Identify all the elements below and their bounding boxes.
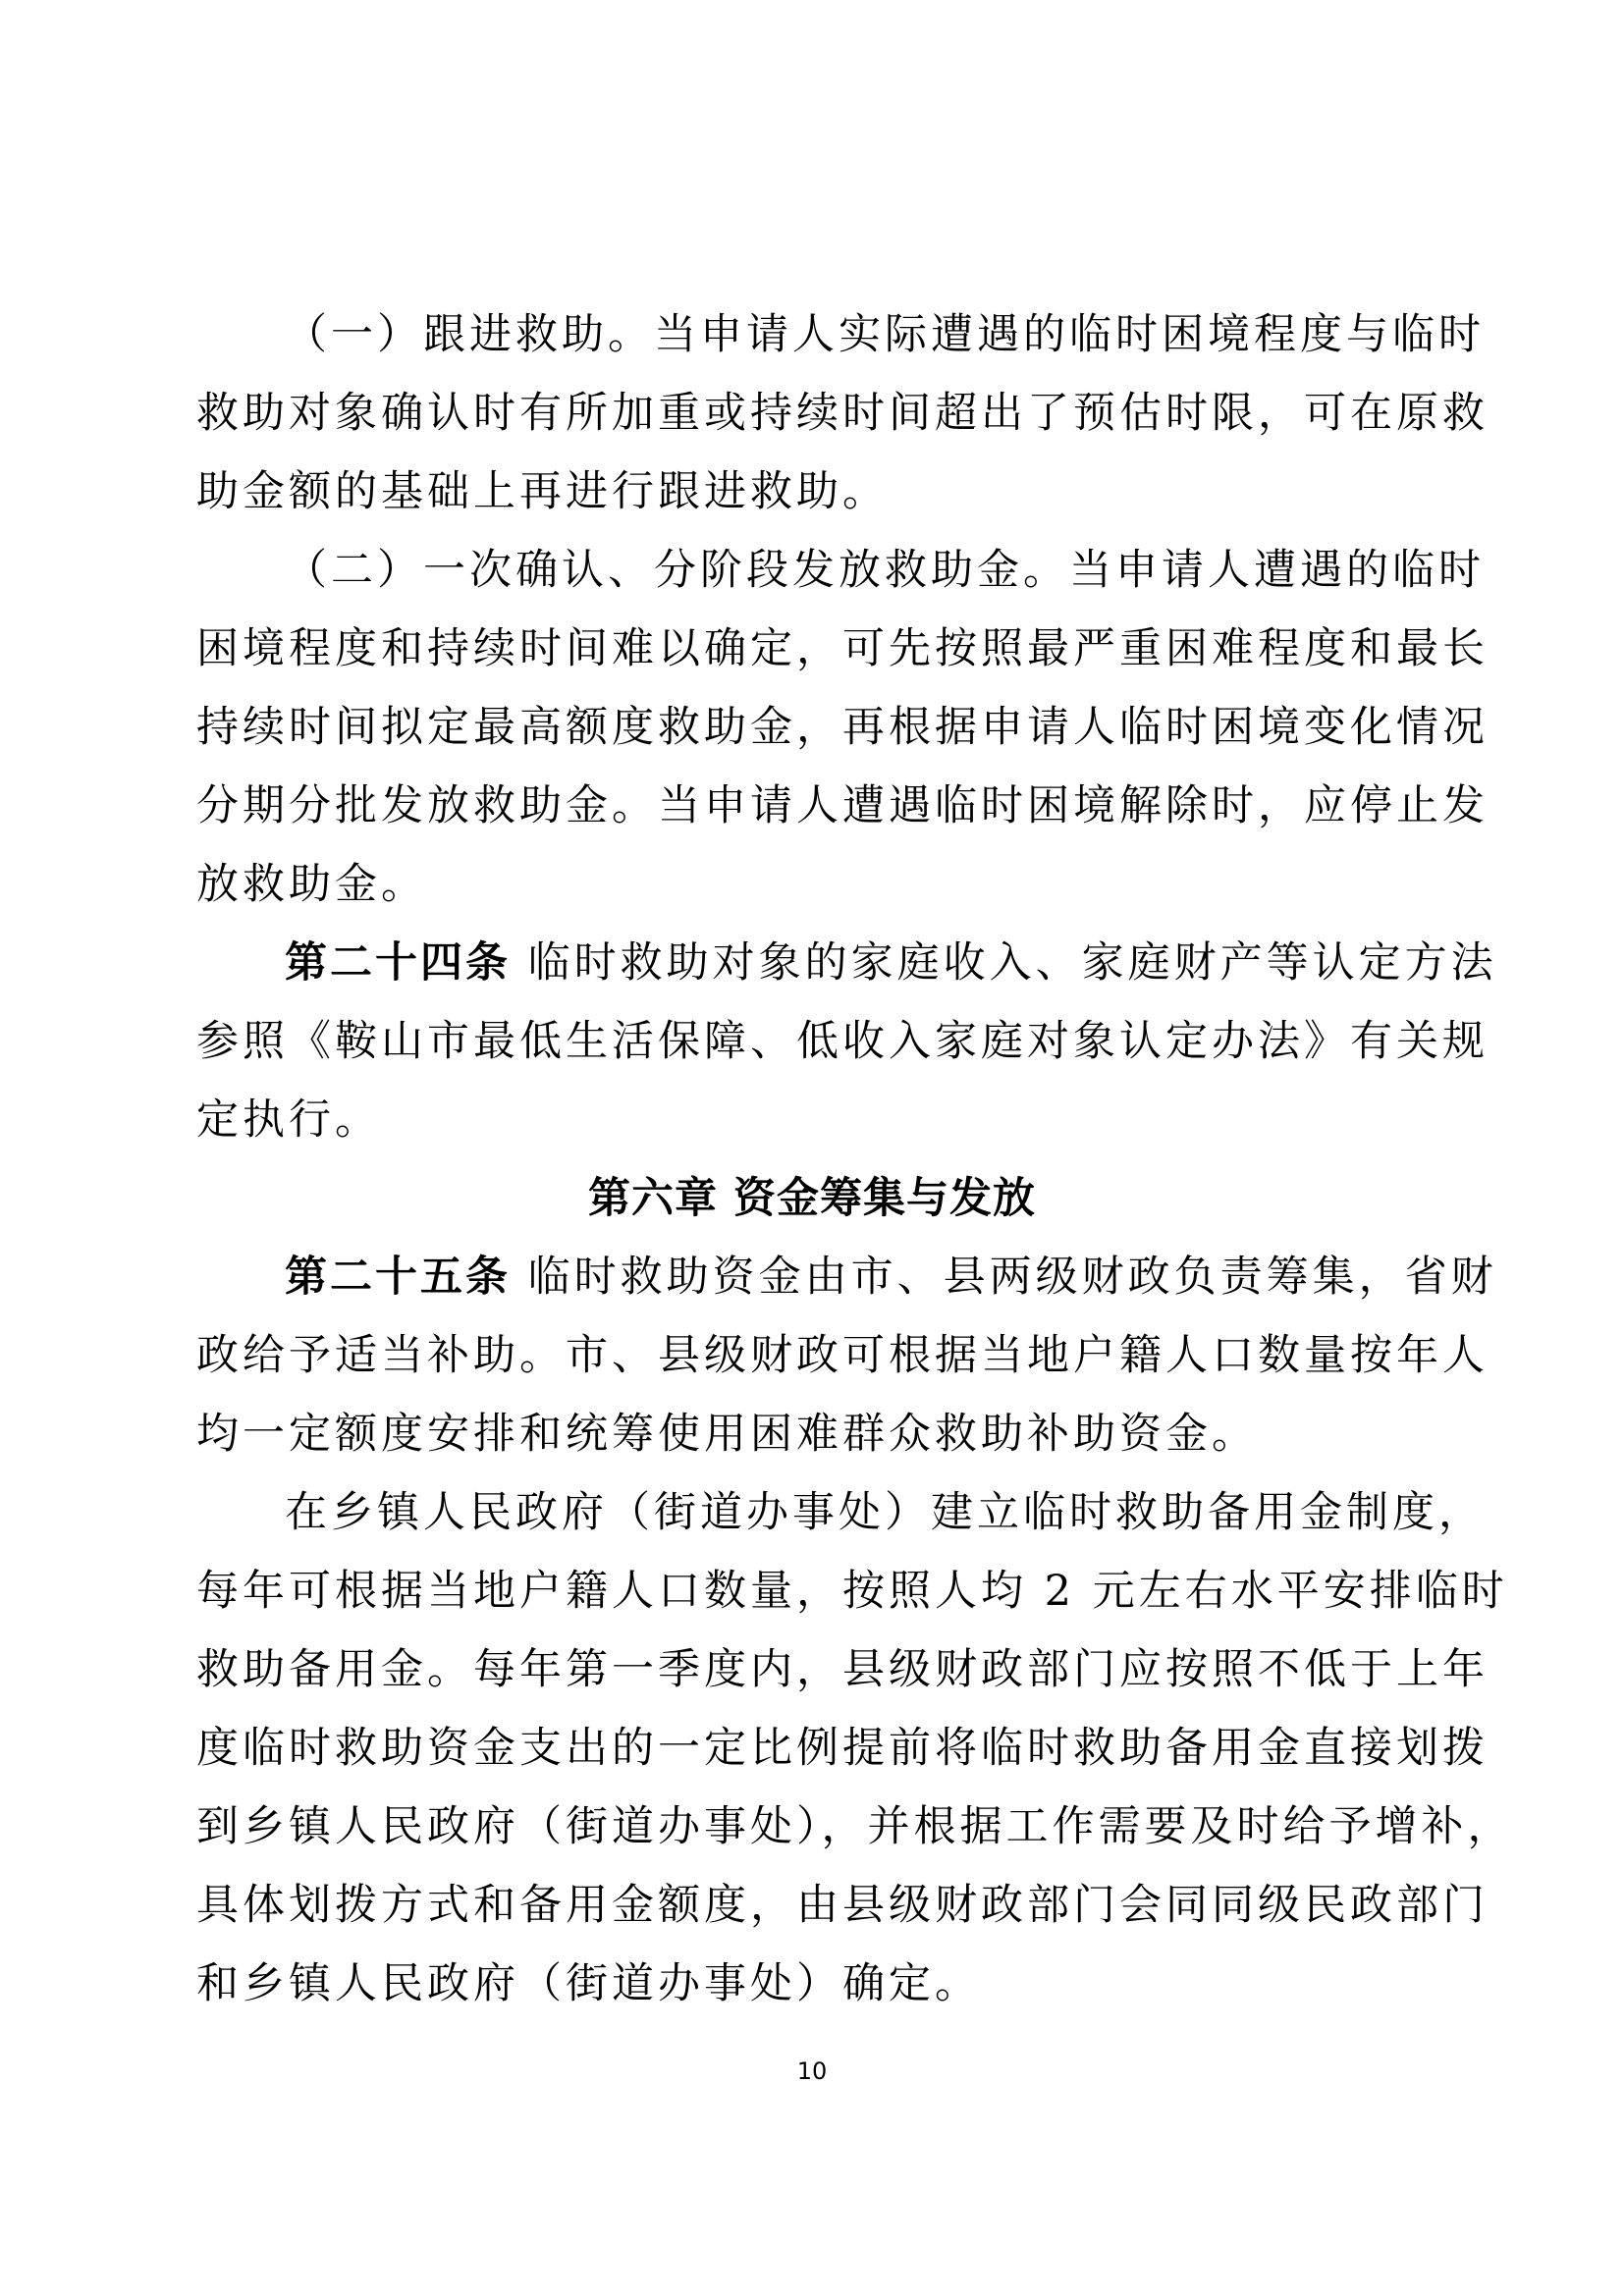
paragraph-line: 参照《鞍山市最低生活保障、低收入家庭对象认定办法》有关规 <box>196 1017 1489 1066</box>
paragraph-line: 助金额的基础上再进行跟进救助。 <box>196 467 889 516</box>
paragraph-line: （二）一次确认、分阶段发放救助金。当申请人遭遇的临时 <box>285 546 1485 595</box>
chapter-title: 第六章 资金筹集与发放 <box>588 1174 1036 1223</box>
article-25-text: 临时救助资金由市、县两级财政负责筹集，省财 <box>527 1253 1497 1302</box>
paragraph-line: 放救助金。 <box>196 860 427 909</box>
page-number: 10 <box>796 2057 828 2085</box>
article-25-first-line <box>285 1238 1512 1316</box>
paragraph-line: 每年可根据当地户籍人口数量，按照人均 2 元左右水平安排临时 <box>196 1567 1508 1616</box>
paragraph-line: 定执行。 <box>196 1095 381 1145</box>
article-24-heading: 第二十四条 <box>285 938 511 988</box>
paragraph-line: 到乡镇人民政府（街道办事处），并根据工作需要及时给予增补， <box>196 1802 1514 1851</box>
paragraph-line: 均一定额度安排和统筹使用困难群众救助补助资金。 <box>196 1410 1258 1459</box>
paragraph-line: 救助备用金。每年第一季度内，县级财政部门应按照不低于上年 <box>196 1645 1489 1694</box>
paragraph-line: 和乡镇人民政府（街道办事处）确定。 <box>196 1959 981 2008</box>
paragraph-line: 政给予适当补助。市、县级财政可根据当地户籍人口数量按年人 <box>196 1331 1489 1380</box>
paragraph-line: 分期分批发放救助金。当申请人遭遇临时困境解除时，应停止发 <box>196 781 1489 830</box>
paragraph-line: 困境程度和持续时间难以确定，可先按照最严重困难程度和最长 <box>196 624 1489 673</box>
paragraph-line: 持续时间拟定最高额度救助金，再根据申请人临时困境变化情况 <box>196 703 1489 752</box>
article-24-text: 临时救助对象的家庭收入、家庭财产等认定方法 <box>527 938 1497 988</box>
article-24-first-line <box>285 924 1512 1002</box>
paragraph-line: 在乡镇人民政府（街道办事处）建立临时救助备用金制度， <box>285 1488 1485 1537</box>
paragraph-line: 救助对象确认时有所加重或持续时间超出了预估时限，可在原救 <box>196 389 1489 438</box>
article-25-heading: 第二十五条 <box>285 1253 511 1302</box>
paragraph-line: 具体划拨方式和备用金额度，由县级财政部门会同同级民政部门 <box>196 1881 1489 1930</box>
paragraph-line: （一）跟进救助。当申请人实际遭遇的临时困境程度与临时 <box>285 310 1485 359</box>
paragraph-line: 度临时救助资金支出的一定比例提前将临时救助备用金直接划拨 <box>196 1724 1489 1773</box>
